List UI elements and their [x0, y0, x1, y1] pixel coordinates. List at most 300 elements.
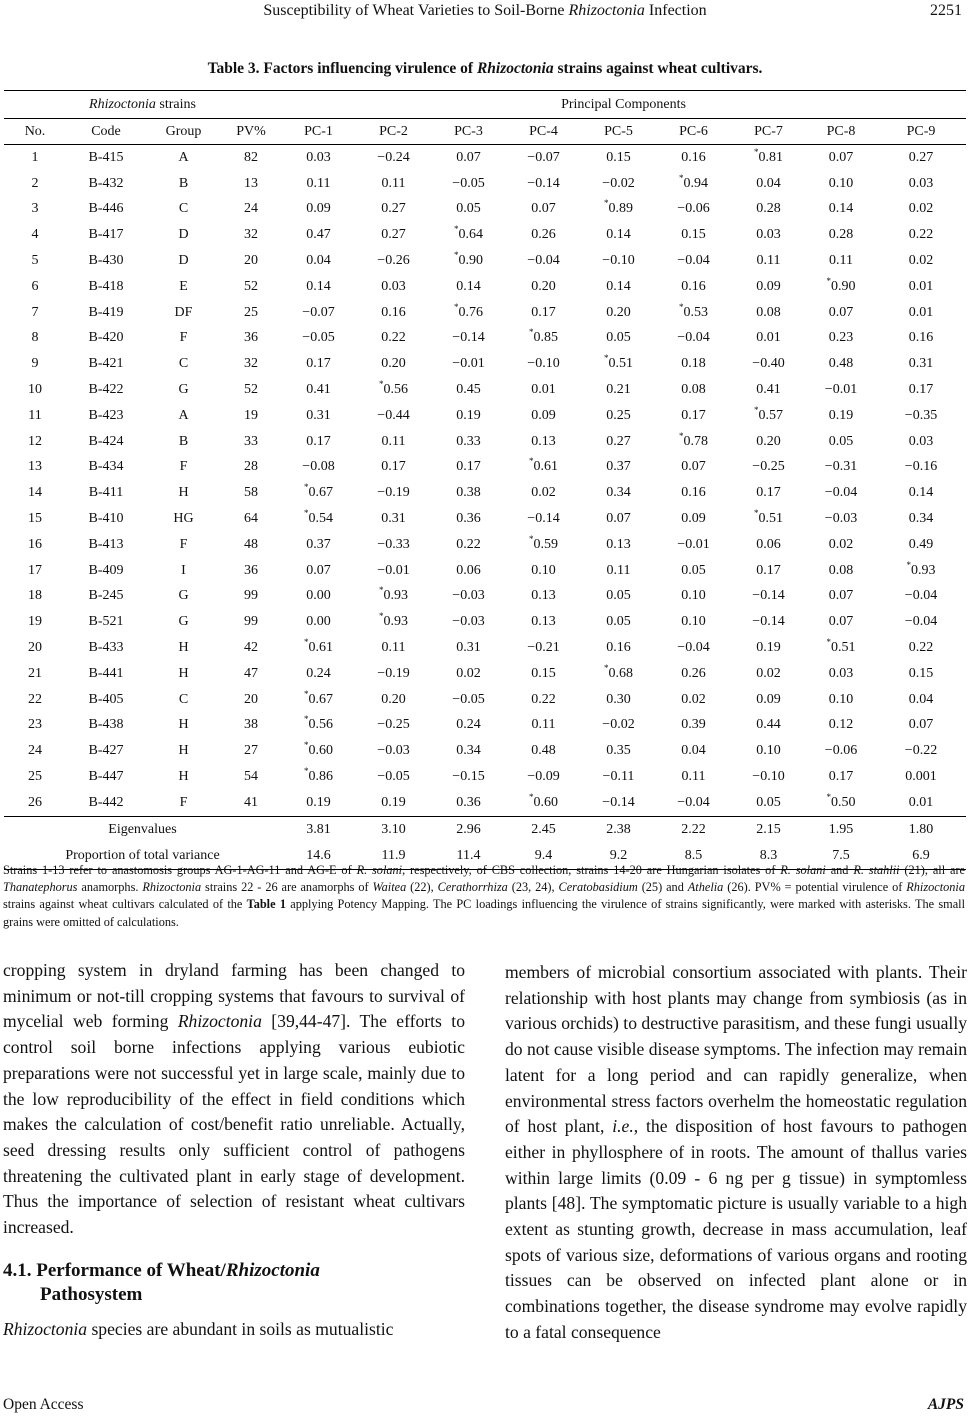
table-cell	[431, 300, 506, 326]
running-title-text-end: Infection	[644, 2, 707, 19]
table-row	[4, 558, 966, 584]
table-row	[4, 326, 966, 352]
paragraph-italic: i.e.	[612, 1116, 634, 1137]
table-cell: 0.17	[908, 382, 934, 398]
table-cell: 0.15	[531, 665, 556, 681]
running-header	[0, 0, 970, 24]
table-cell: B-521	[88, 614, 124, 630]
table-cell: 0.00	[306, 588, 331, 604]
table-row	[4, 145, 966, 171]
table-cell: B-434	[88, 459, 124, 475]
table-cell	[281, 738, 356, 764]
table-cell: −0.03	[452, 614, 485, 630]
table-cell: −0.40	[752, 356, 785, 372]
table-cell: 0.20	[756, 433, 781, 449]
table-cell: 0.10	[681, 614, 706, 630]
table-cell: 0.25	[606, 407, 631, 423]
table-cell: 0.20	[606, 304, 631, 320]
table-row	[4, 687, 966, 713]
table-cell: B-245	[88, 588, 124, 604]
table-cell: −0.15	[452, 769, 485, 785]
table-cell: 0.16	[681, 149, 706, 165]
section-heading	[3, 1259, 465, 1307]
table-cell: 0.45	[456, 382, 481, 398]
table-cell	[506, 326, 581, 352]
table-cell: −0.14	[527, 175, 560, 191]
table-cell: 0.09	[306, 201, 331, 217]
paragraph-text: members of microbial consortium associated with plants. Their relationship with host plants may change from symbiosis (as in various orchids) to destructive parasitism, and these fungi usually do not cause visible disease symptoms. The infection may remain latent for a long period and can rapidly generalize, when environmental stress factors overhelm the homeostatic regulation of host plant,	[505, 962, 967, 1137]
table-cell: 0.07	[828, 149, 854, 165]
cell-value: 0.50	[831, 794, 856, 810]
table-cell: −0.08	[302, 459, 335, 475]
table-cell: −0.09	[527, 769, 560, 785]
table-cell: −0.05	[302, 330, 335, 346]
table-cell: H	[178, 743, 189, 759]
cell-value: 0.51	[758, 511, 783, 527]
table-cell: 24	[28, 743, 42, 759]
table-cell: 8.3	[731, 843, 806, 870]
table-cell: B-422	[88, 382, 124, 398]
column-header: Code	[66, 119, 146, 145]
significance-asterisk: *	[604, 662, 609, 673]
note-bold: Table 1	[246, 897, 286, 912]
table-cell: 0.17	[828, 769, 854, 785]
table-cell: 0.04	[681, 743, 706, 759]
table-caption	[0, 60, 970, 78]
significance-asterisk: *	[379, 611, 384, 622]
note-text: (22),	[406, 880, 438, 895]
table-cell: 12	[28, 433, 42, 449]
table-cell	[806, 635, 876, 661]
significance-asterisk: *	[454, 224, 459, 235]
table-cell: 14	[28, 485, 42, 501]
table-cell: 0.17	[756, 562, 781, 578]
table-cell: 52	[244, 278, 258, 294]
table-cell: B	[178, 433, 189, 449]
significance-asterisk: *	[906, 559, 911, 570]
significance-asterisk: *	[379, 585, 384, 596]
significance-asterisk: *	[379, 379, 384, 390]
table-cell: 0.17	[756, 485, 781, 501]
significance-asterisk: *	[826, 275, 831, 286]
table-cell: 0.20	[531, 278, 556, 294]
table-cell: 0.06	[756, 536, 781, 552]
cell-value: 0.78	[683, 433, 708, 449]
table-cell: 0.06	[456, 562, 481, 578]
table-cell: 0.15	[606, 149, 631, 165]
table-cell: H	[178, 665, 189, 681]
caption-genus: Rhizoctonia	[476, 60, 554, 77]
table-cell: −0.04	[904, 588, 938, 604]
cell-value: 0.67	[308, 485, 333, 501]
table-cell: 0.38	[456, 485, 481, 501]
significance-asterisk: *	[304, 740, 309, 751]
cell-value: 0.51	[608, 356, 633, 372]
table-cell: −0.07	[527, 149, 560, 165]
table-cell: 0.26	[681, 665, 706, 681]
table-cell: 8	[31, 330, 39, 346]
table-cell: 47	[244, 665, 258, 681]
table-cell: 3	[31, 201, 39, 217]
cell-value: 0.89	[608, 201, 633, 217]
note-text: and	[825, 863, 854, 877]
table-cell: 0.12	[828, 717, 854, 733]
table-cell: 0.31	[908, 356, 934, 372]
note-text: (23, 24),	[507, 880, 559, 895]
table-cell: −0.03	[377, 743, 410, 759]
table-cell: 7.5	[806, 843, 876, 870]
table-cell: 5	[31, 253, 39, 269]
significance-asterisk: *	[304, 688, 309, 699]
table-cell: −0.04	[677, 330, 710, 346]
table-cell: 0.001	[905, 769, 937, 785]
significance-asterisk: *	[304, 482, 309, 493]
table-cell: 36	[244, 562, 258, 578]
table-cell: 0.01	[756, 330, 781, 346]
table-cell: 17	[28, 562, 42, 578]
table-cell: 25	[28, 769, 42, 785]
table-cell: 0.01	[876, 790, 966, 816]
table-cell: −0.06	[824, 743, 858, 759]
cell-value: 0.61	[533, 459, 558, 475]
note-italic: Rhizoctonia	[906, 880, 965, 895]
table-row	[4, 455, 966, 481]
table-cell: B-433	[88, 640, 124, 656]
table-cell: A	[178, 407, 189, 423]
running-title-text: Susceptibility of Wheat Varieties to Soil-Borne	[263, 2, 569, 19]
table-cell: 6	[31, 278, 39, 294]
table-cell: B-423	[88, 407, 124, 423]
table-cell: −0.10	[602, 253, 635, 269]
table-cell: 0.04	[908, 691, 934, 707]
table-cell	[281, 480, 356, 506]
table-cell: −0.04	[824, 485, 858, 501]
cell-value: 0.56	[308, 717, 333, 733]
note-text: (25) and	[637, 880, 688, 895]
table-cell: 0.34	[606, 485, 631, 501]
significance-asterisk: *	[679, 172, 684, 183]
cell-value: 0.93	[383, 588, 408, 604]
table-cell: 32	[244, 356, 258, 372]
table-cell: 0.27	[606, 433, 631, 449]
table-cell: 0.03	[908, 175, 934, 191]
table-cell: 0.05	[681, 562, 706, 578]
column-header: PC-3	[431, 119, 506, 145]
table-cell: 0.15	[681, 227, 706, 243]
cell-value: 0.86	[308, 769, 333, 785]
table-cell: 24	[244, 201, 258, 217]
note-text: Strains 1-13 refer to anastomosis groups AG-1-AG-11 and AG-E of	[3, 863, 357, 877]
table-cell: 11.9	[356, 843, 431, 870]
table-cell: 52	[244, 382, 258, 398]
table-cell	[656, 429, 731, 455]
running-title-genus: Rhizoctonia	[568, 2, 645, 19]
note-italic: Cerathorrhiza	[437, 880, 508, 895]
cell-value: 0.85	[533, 330, 558, 346]
table-row	[4, 635, 966, 661]
table-cell: 0.36	[431, 790, 506, 816]
table-cell: 0.09	[756, 278, 781, 294]
note-italic: R. stahlii	[853, 863, 900, 877]
table-cell	[806, 274, 876, 300]
column-header: No.	[4, 119, 66, 145]
table-cell: 0.14	[828, 201, 854, 217]
table-cell: 0.11	[756, 253, 781, 269]
table-cell: 0.14	[606, 227, 631, 243]
table-cell: −0.10	[527, 356, 560, 372]
caption-text-end: strains against wheat cultivars.	[553, 60, 763, 77]
table-row	[4, 480, 966, 506]
table-cell: 0.07	[908, 717, 934, 733]
column-header: PC-2	[356, 119, 431, 145]
table-cell: 25	[244, 304, 258, 320]
table-cell: 0.19	[828, 407, 854, 423]
note-text: strains against wheat cultivars calculated of the	[3, 897, 247, 912]
table-cell: 0.03	[381, 278, 406, 294]
table-cell: 0.16	[681, 278, 706, 294]
significance-asterisk: *	[529, 791, 534, 802]
table-cell: 0.09	[756, 691, 781, 707]
table-cell: 0.13	[606, 536, 631, 552]
table-cell	[656, 300, 731, 326]
table-cell: 2.96	[456, 821, 481, 837]
table-cell	[281, 687, 356, 713]
cell-value: 0.93	[911, 562, 936, 578]
table-cell: 26	[4, 790, 66, 816]
table-cell: 19	[244, 407, 258, 423]
note-text: (26). PV% = potential virulence of	[723, 880, 907, 895]
paragraph-text: , the disposition of host favours to pathogen either in phyllosphere of in roots. The amount of thallus varies within large limits (0.09 - 6 ng per g tissue) in symptomless plants [48]. The symptomatic picture is usually variable to a high extent as stunting growth, decrease in mass accumulation, leaf spots of various size, deformations of various organs and rooting tissues can be observed on infected plant alone or in combinations together, the disease syndrome may evolve rapidly to a fatal consequence	[505, 1116, 967, 1342]
table-row	[4, 713, 966, 739]
table-cell: 0.15	[908, 665, 934, 681]
table-cell: 2.38	[606, 821, 631, 837]
footer-open-access: Open Access	[3, 1396, 84, 1413]
table-row	[4, 300, 966, 326]
note-italic: R. solani	[356, 863, 403, 877]
cell-value: 0.93	[383, 614, 408, 630]
table-cell: 21	[28, 665, 42, 681]
table-cell: 1.80	[908, 821, 934, 837]
table-row	[4, 532, 966, 558]
paragraph-text: cropping system in dryland farming has been changed to minimum or not-till cropping systems that favours to survival of mycelial web forming	[3, 960, 465, 1032]
table-row	[4, 171, 966, 197]
table-cell: 14.6	[281, 843, 356, 870]
table-cell: I	[181, 562, 186, 578]
table-cell: 0.07	[606, 511, 631, 527]
table-cell: 33	[244, 433, 258, 449]
significance-asterisk: *	[529, 456, 534, 467]
pc-group-header: Principal Components	[281, 91, 966, 119]
note-italic: Thanatephorus	[3, 880, 78, 895]
table-cell: G	[178, 614, 189, 630]
table-cell: 0.03	[828, 665, 854, 681]
table-cell: −0.05	[377, 769, 410, 785]
table-cell: −0.14	[527, 511, 560, 527]
table-cell: B-441	[88, 665, 124, 681]
strains-group-header	[4, 91, 281, 119]
table-group-header-row	[4, 91, 966, 119]
table-cell: −0.33	[377, 536, 410, 552]
table-cell: 0.09	[681, 511, 706, 527]
cell-value: 0.56	[383, 382, 408, 398]
table-cell: −0.14	[581, 790, 656, 816]
table-cell: 0.17	[531, 304, 556, 320]
table-cell: B-405	[88, 691, 124, 707]
table-cell: 15	[28, 511, 42, 527]
significance-asterisk: *	[604, 198, 609, 209]
table-cell	[506, 790, 581, 816]
table-cell: 0.28	[756, 201, 781, 217]
table-cell: −0.04	[656, 790, 731, 816]
table-cell: 0.11	[681, 769, 706, 785]
table-cell: B-430	[88, 253, 124, 269]
table-cell: 0.09	[531, 407, 556, 423]
cell-value: 0.67	[308, 691, 333, 707]
table-cell: 0.11	[381, 433, 406, 449]
cell-value: 0.60	[308, 743, 333, 759]
section-heading-italic: Rhizoctonia	[225, 1259, 320, 1281]
row-label: Proportion of total variance	[4, 843, 281, 870]
table-cell: 2.15	[756, 821, 781, 837]
cell-value: 0.61	[308, 640, 333, 656]
table-cell: 0.41	[756, 382, 781, 398]
table-cell: 0.16	[606, 640, 631, 656]
table-cell: −0.04	[677, 253, 710, 269]
table-cell: 0.24	[306, 665, 331, 681]
table-cell: B-424	[88, 433, 124, 449]
table-cell: −0.24	[377, 149, 410, 165]
table-cell: 0.14	[606, 278, 631, 294]
table-cell: 0.27	[908, 149, 934, 165]
section-heading-text: 4.1. Performance of Wheat/	[3, 1259, 226, 1281]
strains-label: strains	[155, 96, 196, 112]
caption-text: Table 3. Factors influencing virulence of	[207, 60, 477, 77]
significance-asterisk: *	[754, 404, 759, 415]
table-cell: F	[146, 790, 221, 816]
table-cell	[506, 532, 581, 558]
table-cell: 0.07	[681, 459, 706, 475]
table-cell: −0.14	[752, 614, 785, 630]
table-cell: 0.08	[828, 562, 854, 578]
table-row	[4, 790, 966, 816]
table-cell: 0.07	[531, 201, 556, 217]
cell-value: 0.51	[831, 640, 856, 656]
table-cell: 3.81	[306, 821, 331, 837]
table-cell: B-420	[88, 330, 124, 346]
table-cell: 0.20	[381, 691, 406, 707]
row-label: Eigenvalues	[108, 821, 177, 837]
note-italic: Athelia	[687, 880, 724, 895]
table-cell: 0.44	[756, 717, 781, 733]
table-cell: B-438	[88, 717, 124, 733]
table-cell: D	[178, 253, 189, 269]
table-cell: 0.05	[606, 588, 631, 604]
table-cell: 0.18	[681, 356, 706, 372]
table-row	[4, 506, 966, 532]
table-row	[4, 274, 966, 300]
table-cell: 0.37	[606, 459, 631, 475]
significance-asterisk: *	[679, 430, 684, 441]
table-cell: −0.01	[677, 536, 710, 552]
significance-asterisk: *	[304, 766, 309, 777]
table-cell: 82	[244, 149, 258, 165]
table-cell: 23	[28, 717, 42, 733]
table-cell: B-413	[88, 536, 124, 552]
table-cell: 0.31	[306, 407, 331, 423]
table-cell	[806, 790, 876, 816]
table-cell: −0.04	[904, 614, 938, 630]
table-cell	[281, 635, 356, 661]
table-row	[4, 429, 966, 455]
table-cell: 0.01	[531, 382, 556, 398]
table-cell: −0.14	[452, 330, 485, 346]
note-text: anamorphs.	[77, 880, 143, 895]
running-title	[0, 2, 970, 20]
table-cell: 0.04	[306, 253, 331, 269]
table-cell: 0.28	[828, 227, 854, 243]
table-cell: 99	[244, 588, 258, 604]
table-cell: −0.21	[527, 640, 560, 656]
virulence-table	[4, 90, 966, 870]
table-cell	[281, 713, 356, 739]
table-cell: 0.03	[756, 227, 781, 243]
significance-asterisk: *	[304, 637, 309, 648]
table-row	[4, 764, 966, 790]
table-cell: HG	[173, 511, 194, 527]
significance-asterisk: *	[754, 146, 759, 157]
table-cell: 0.16	[381, 304, 406, 320]
table-cell: −0.31	[824, 459, 858, 475]
table-cell: −0.04	[527, 253, 560, 269]
table-cell: 0.05	[606, 330, 631, 346]
table-cell: −0.05	[452, 691, 485, 707]
table-cell: 20	[244, 691, 258, 707]
table-cell: 0.10	[828, 691, 854, 707]
table-cell	[876, 558, 966, 584]
table-cell: 41	[221, 790, 281, 816]
table-cell: 0.07	[306, 562, 331, 578]
column-header: PC-5	[581, 119, 656, 145]
footer-journal: AJPS	[927, 1396, 964, 1413]
table-cell: 0.17	[306, 356, 331, 372]
table-cell: 0.03	[306, 149, 331, 165]
table-cell: 0.14	[908, 485, 934, 501]
table-cell: 0.16	[908, 330, 934, 346]
note-text: (21), all are	[899, 863, 966, 877]
table-cell: 0.27	[381, 227, 406, 243]
table-cell: 0.01	[908, 278, 934, 294]
table-row	[4, 738, 966, 764]
table-cell: 0.16	[681, 485, 706, 501]
table-cell: H	[178, 640, 189, 656]
paragraph-text: [39,44-47]. The efforts to control soil borne infections applying various eubiotic preparations were not successful yet in large scale, mainly due to the low reproducibility of the effect in field conditions which makes the calculation of cost/benefit ratio unreliable. Actually, seed dressing results only sufficient control of pathogens threatening the cultivated plant in early stage of development. Thus the importance of selection of resistant wheat cultivars increased.	[3, 1011, 465, 1238]
table-cell: B-409	[88, 562, 124, 578]
table-cell: C	[178, 691, 189, 707]
table-cell: 18	[28, 588, 42, 604]
cell-value: 0.90	[831, 278, 856, 294]
table-cell: 0.31	[381, 511, 406, 527]
table-cell: 9.4	[506, 843, 581, 870]
table-cell: B-410	[88, 511, 124, 527]
table-cell: 1.95	[828, 821, 854, 837]
table-cell	[731, 506, 806, 532]
table-cell: B-432	[88, 175, 124, 191]
table-cell: −0.22	[904, 743, 938, 759]
cell-value: 0.53	[683, 304, 708, 320]
table-cell: 0.05	[828, 433, 854, 449]
table-cell: B-446	[88, 201, 124, 217]
table-cell: B-447	[88, 769, 124, 785]
